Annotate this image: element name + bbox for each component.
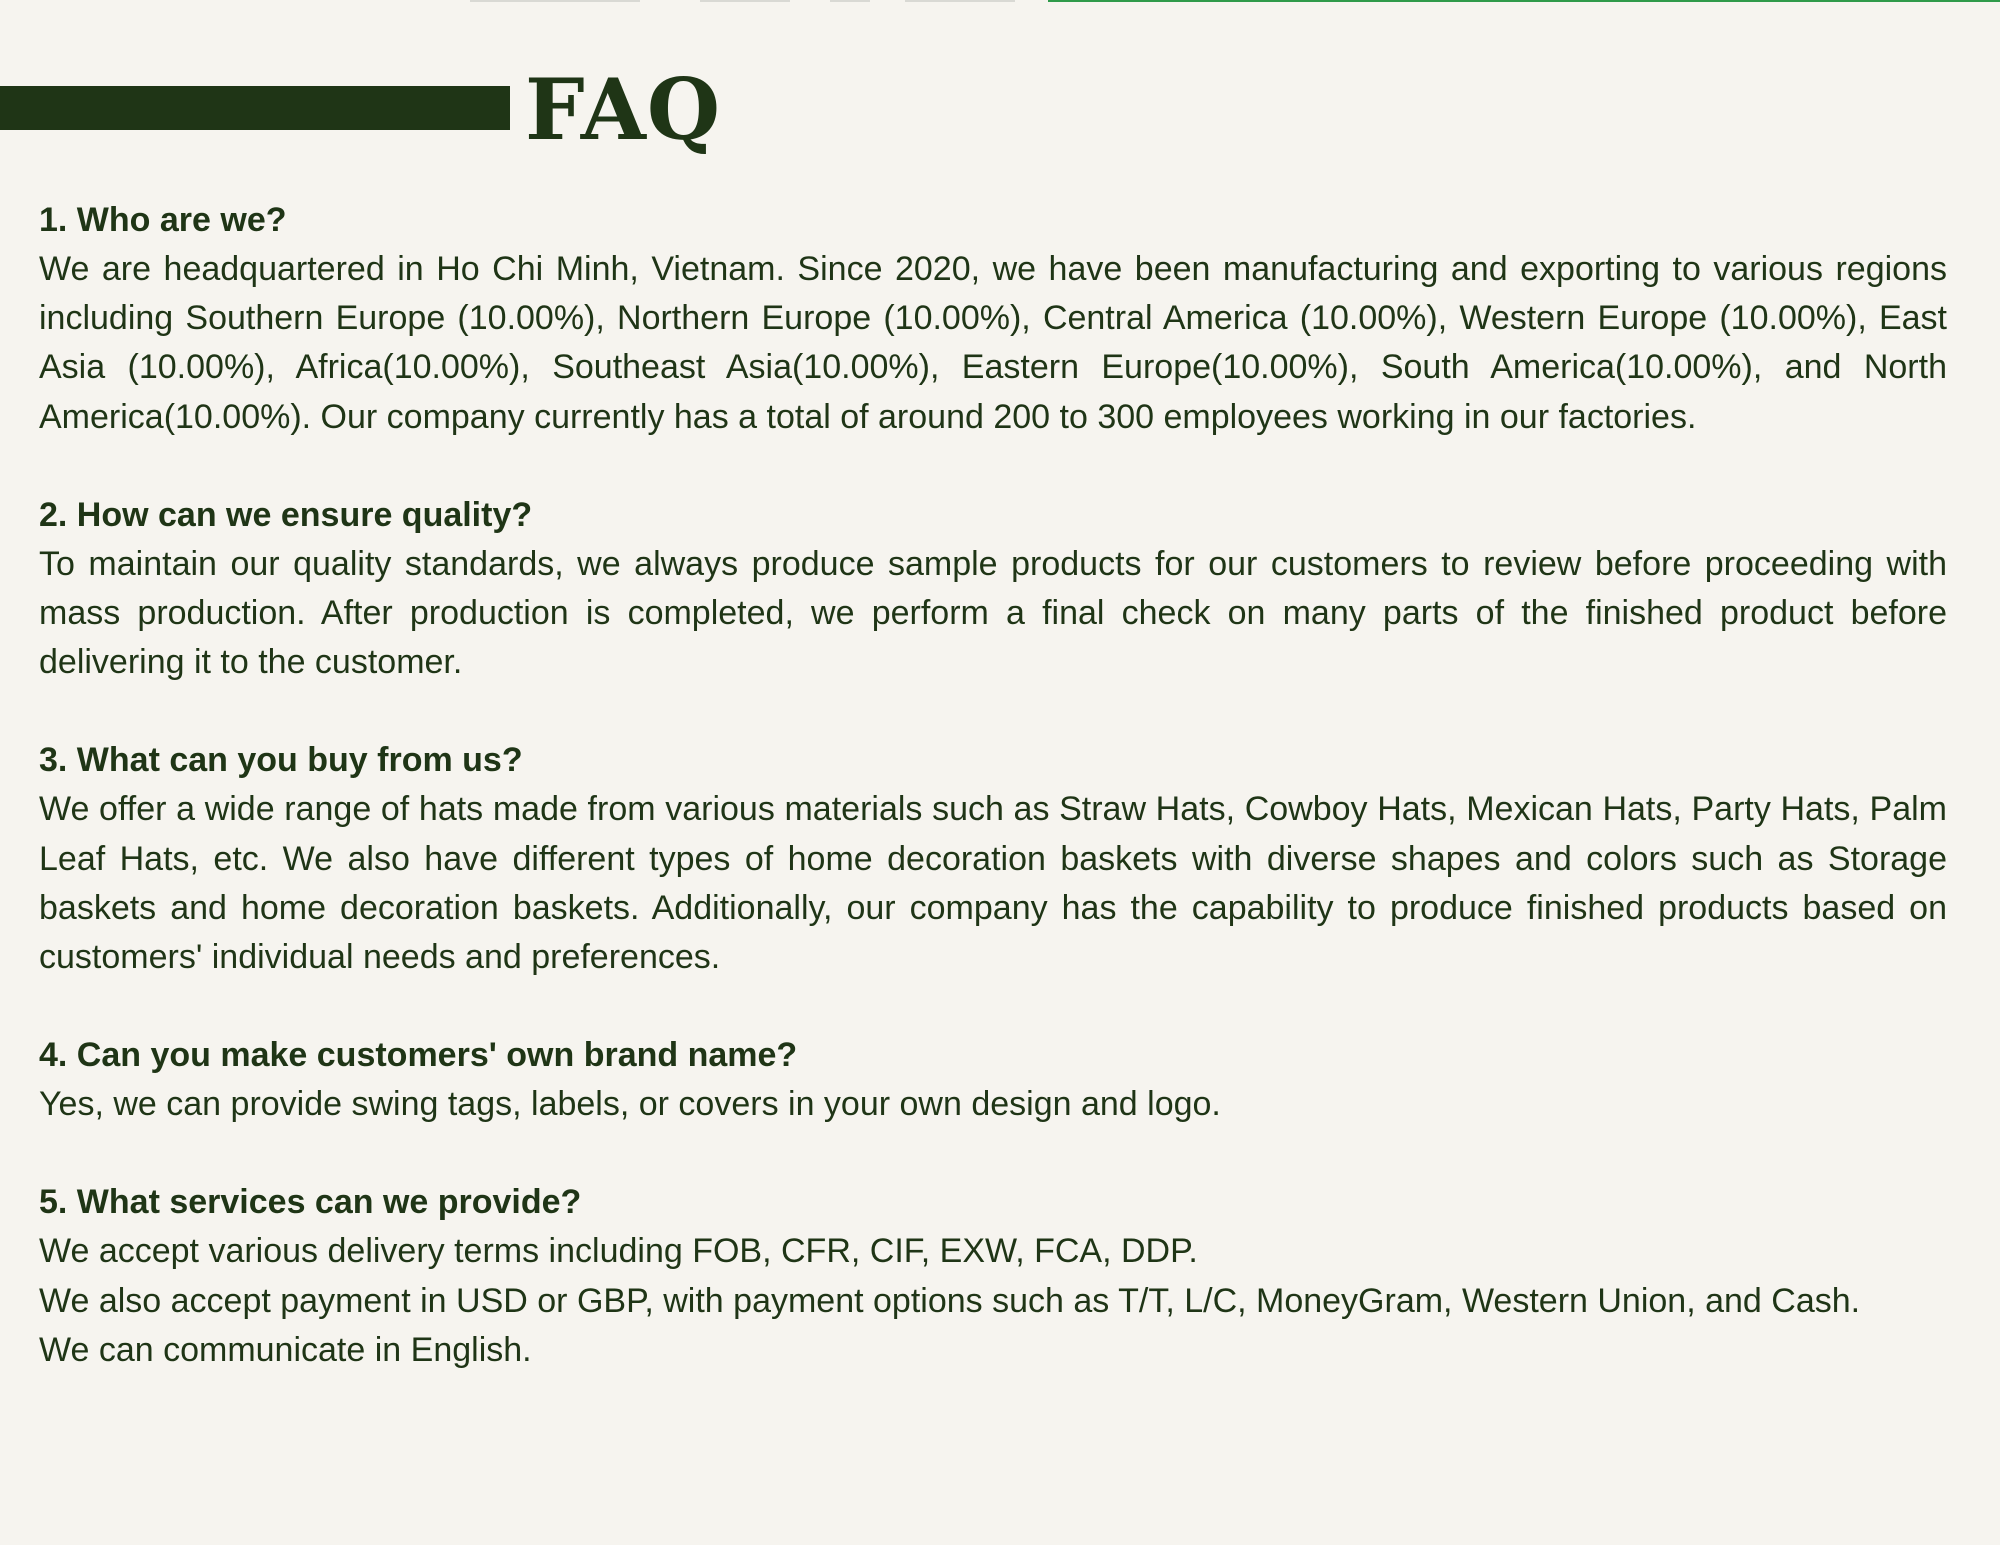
faint-top-mark [470, 0, 640, 2]
faq-list [39, 196, 1947, 1424]
faint-top-mark [700, 0, 790, 2]
faq-question: 3. What can you buy from us? [39, 741, 523, 780]
faq-answer-line: We can communicate in English. [39, 1330, 532, 1369]
faq-item [39, 491, 1947, 688]
faq-answer-line: We also accept payment in USD or GBP, with payment options such as T/T, L/C, MoneyGram, Western Union, and Cash. [39, 1281, 1861, 1320]
page-title: FAQ [525, 60, 722, 159]
faq-answer: We offer a wide range of hats made from various materials such as Straw Hats, Cowboy Hats, Mexican Hats, Party Hats, Palm Leaf Hats, etc. We also have different types of home decoration baskets with diverse shapes and colors such as Storage baskets and home decoration baskets. Additionally, our company has the capability to produce finished products based on customers' individual needs and preferences. [39, 790, 1947, 977]
green-top-line [1048, 0, 2000, 2]
faq-item [39, 1031, 1947, 1129]
faq-item [39, 1178, 1947, 1375]
faq-question: 4. Can you make customers' own brand name? [39, 1036, 798, 1075]
faq-answer: To maintain our quality standards, we always produce sample products for our customers to review before proceeding with mass production. After production is completed, we perform a final check on many parts of the finished product before delivering it to the customer. [39, 544, 1947, 682]
faq-question: 1. Who are we? [39, 201, 287, 239]
faq-question: 2. How can we ensure quality? [39, 495, 533, 534]
faq-question: 5. What services can we provide? [39, 1183, 582, 1222]
faq-answer-line: We accept various delivery terms including FOB, CFR, CIF, EXW, FCA, DDP. [39, 1232, 1198, 1271]
top-edge-decoration [0, 0, 2000, 3]
title-accent-bar [0, 86, 510, 130]
faint-top-mark [830, 0, 870, 2]
faq-answer: Yes, we can provide swing tags, labels, or covers in your own design and logo. [39, 1085, 1221, 1124]
faq-answer: We are headquartered in Ho Chi Minh, Vietnam. Since 2020, we have been manufacturing and exporting to various regions including Southern Europe (10.00%), Northern Europe (10.00%), Central America (10.00%), Western Europe (10.00%), East Asia (10.00%), Africa(10.00%), Southeast Asia(10.00%), Eastern Europe(10.00%), South America(10.00%), and North America(10.00%). Our company currently has a total of around 200 to 300 employees working in our factories. [39, 250, 1947, 436]
faq-item [39, 196, 1947, 442]
faq-item [39, 736, 1947, 982]
faint-top-mark [905, 0, 1015, 2]
